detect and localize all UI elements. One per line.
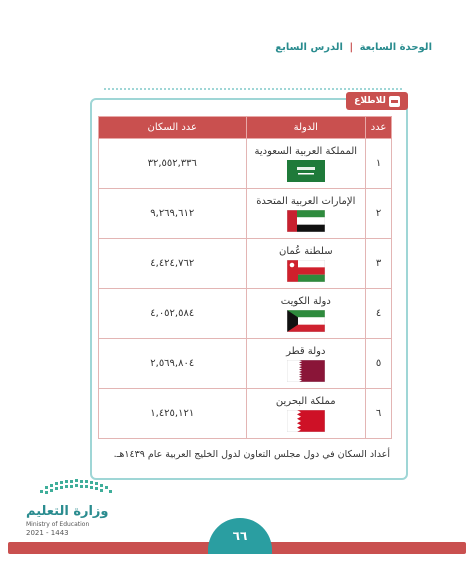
page-number: ٦٦: [208, 518, 272, 554]
country-name: المملكة العربية السعودية: [254, 145, 358, 157]
row-num: ٢: [366, 189, 392, 239]
country-name: مملكة البحرين: [275, 395, 336, 407]
lesson-title: الدرس السابع: [275, 42, 343, 53]
row-num: ٤: [366, 289, 392, 339]
table-caption: أعداد السكان في دول مجلس التعاون لدول الخليج العربية عام ١٤٣٩هـ.: [113, 449, 390, 460]
ministry-name-ar: وزارة التعليم: [26, 504, 109, 519]
population-value: ٩,٢٦٩,٦١٢: [99, 189, 247, 239]
oman-flag-icon: [287, 260, 325, 282]
row-num: ١: [366, 139, 392, 189]
country-name: دولة الكويت: [280, 295, 331, 307]
header-separator: |: [349, 42, 354, 53]
table-row: [99, 239, 392, 289]
unit-title: الوحدة السابعة: [359, 42, 432, 53]
population-value: ٤,٠٥٢,٥٨٤: [99, 289, 247, 339]
country-cell: [246, 289, 366, 339]
header-population: عدد السكان: [99, 117, 247, 139]
ministry-year: 2021 - 1443: [26, 529, 69, 537]
population-value: ١,٤٢٥,١٢١: [99, 389, 247, 439]
country-cell: [246, 189, 366, 239]
country-name: الإمارات العربية المتحدة: [256, 195, 356, 207]
country-name: دولة قطر: [286, 345, 326, 357]
bahrain-flag-icon: [287, 410, 325, 432]
qatar-flag-icon: [287, 360, 325, 382]
row-num: ٣: [366, 239, 392, 289]
country-cell: [246, 139, 366, 189]
row-num: ٥: [366, 339, 392, 389]
ministry-name-en: Ministry of Education: [26, 521, 90, 528]
country-name: سلطنة عُمان: [278, 245, 333, 257]
population-value: ٤,٤٢٤,٧٦٢: [99, 239, 247, 289]
country-cell: [246, 339, 366, 389]
table-row: [99, 139, 392, 189]
population-table: [98, 116, 392, 439]
table-row: [99, 289, 392, 339]
saudi-flag-icon: [287, 160, 325, 182]
table-row: [99, 339, 392, 389]
ministry-logo-icon: [38, 478, 114, 498]
info-badge: [346, 92, 408, 110]
country-cell: [246, 239, 366, 289]
header-num: عدد: [366, 117, 392, 139]
page-header: [275, 42, 432, 53]
population-value: ٢,٥٦٩,٨٠٤: [99, 339, 247, 389]
table-header-row: [99, 117, 392, 139]
row-num: ٦: [366, 389, 392, 439]
badge-label: للاطلاع: [354, 96, 386, 106]
uae-flag-icon: [287, 210, 325, 232]
book-icon: [389, 96, 400, 107]
table-row: [99, 189, 392, 239]
population-value: ٣٢,٥٥٢,٣٣٦: [99, 139, 247, 189]
kuwait-flag-icon: [287, 310, 325, 332]
header-country: الدولة: [246, 117, 366, 139]
table-row: [99, 389, 392, 439]
country-cell: [246, 389, 366, 439]
